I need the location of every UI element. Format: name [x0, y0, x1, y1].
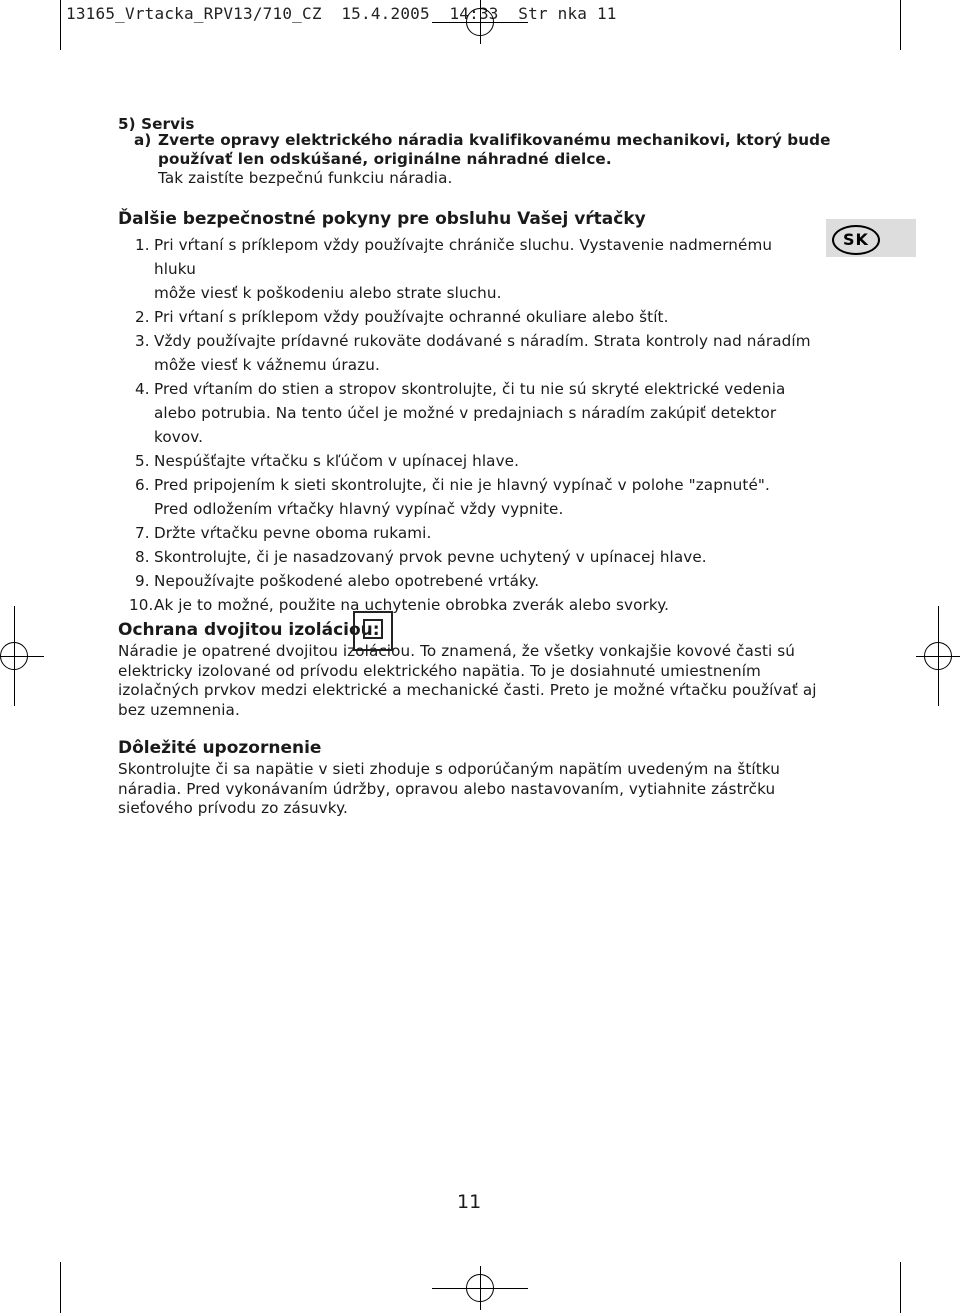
language-tab-label: SK — [832, 225, 880, 255]
list-item — [135, 377, 815, 449]
list-item — [135, 473, 815, 521]
servis-item-a — [158, 131, 831, 188]
list-item — [135, 449, 815, 473]
list-item-line: Pred pripojením k sieti skontrolujte, či nie je hlavný vypínač v polohe "zapnuté". — [154, 476, 770, 494]
list-item — [129, 593, 815, 617]
crop-mark — [60, 0, 61, 50]
important-heading: Dôležité upozornenie — [118, 738, 322, 758]
list-item-number: 7. — [135, 524, 150, 542]
list-item — [135, 545, 815, 569]
list-item — [135, 569, 815, 593]
servis-line: používať len odskúšané, originálne náhradné dielce. — [158, 150, 612, 168]
list-item-number: 5. — [135, 452, 150, 470]
list-item-line: Nespúšťajte vŕtačku s kľúčom v upínacej hlave. — [154, 452, 520, 470]
safety-list — [129, 233, 815, 617]
list-item-number: 4. — [135, 380, 150, 398]
paragraph-line: elektricky izolované od prívodu elektrického napätia. To je dosiahnuté umiestnením — [118, 661, 761, 680]
paragraph-line: izolačných prvkov medzi elektrické a mechanické časti. Preto je možné vŕtačku používať aj — [118, 681, 817, 699]
language-tab — [826, 219, 916, 257]
list-item-number: 8. — [135, 548, 150, 566]
list-item-line: Pri vŕtaní s príklepom vždy používajte ochranné okuliare alebo štít. — [154, 308, 669, 326]
insulation-heading: Ochrana dvojitou izoláciou: — [118, 620, 380, 640]
crop-mark — [900, 1262, 901, 1313]
servis-line: Tak zaistíte bezpečnú funkciu náradia. — [158, 169, 453, 187]
paragraph-line: sieťového prívodu zo zásuvky. — [118, 799, 348, 817]
list-item-number: 9. — [135, 572, 150, 590]
list-item-line: kovov. — [154, 428, 204, 446]
list-item-line: Nepoužívajte poškodené alebo opotrebené vrtáky. — [154, 572, 540, 590]
safety-heading: Ďalšie bezpečnostné pokyny pre obsluhu Vašej vŕtačky — [118, 209, 646, 229]
paragraph-line: Náradie je opatrené dvojitou izoláciou. To znamená, že všetky vonkajšie kovové časti sú — [118, 642, 796, 660]
servis-line: Zverte opravy elektrického náradia kvalifikovanému mechanikovi, ktorý bude — [158, 131, 831, 149]
crop-mark — [900, 0, 901, 50]
paragraph-line: Skontrolujte či sa napätie v sieti zhoduje s odporúčaným napätím uvedeným na štítku — [118, 760, 780, 778]
list-item-number: 1. — [135, 236, 150, 254]
crop-mark — [916, 656, 960, 657]
paragraph-line: bez uzemnenia. — [118, 700, 240, 719]
list-item-line: Pri vŕtaní s príklepom vždy používajte chrániče sluchu. Vystavenie nadmernému hluku — [154, 236, 773, 278]
crop-mark — [60, 1262, 61, 1313]
list-item — [135, 233, 815, 305]
list-item-line: môže viesť k poškodeniu alebo strate sluchu. — [154, 284, 502, 302]
list-item — [135, 329, 815, 377]
print-slug: 13165_Vrtacka_RPV13/710_CZ 15.4.2005 14:33 Str nka 11 — [66, 4, 617, 23]
list-item-number: 3. — [135, 332, 150, 350]
list-item-line: alebo potrubia. Na tento účel je možné v predajniach s náradím zakúpiť detektor — [154, 404, 777, 422]
list-item-line: Skontrolujte, či je nasadzovaný prvok pevne uchytený v upínacej hlave. — [154, 548, 707, 566]
registration-mark-icon — [458, 0, 502, 44]
registration-mark-icon — [458, 1266, 502, 1310]
insulation-text — [118, 642, 817, 720]
list-item — [135, 521, 815, 545]
list-item-number: 6. — [135, 476, 150, 494]
page-number: 11 — [457, 1191, 482, 1213]
list-item-line: Vždy používajte prídavné rukoväte dodávané s náradím. Strata kontroly nad náradím — [154, 332, 811, 350]
list-item-line: Držte vŕtačku pevne oboma rukami. — [154, 524, 432, 542]
important-text — [118, 760, 780, 819]
list-item-line: Pred odložením vŕtačky hlavný vypínač vždy vypnite. — [154, 500, 564, 518]
list-item-number: 2. — [135, 308, 150, 326]
list-item-number: 10. — [129, 596, 154, 614]
crop-mark — [0, 656, 44, 657]
list-item-line: Ak je to možné, použite na uchytenie obrobka zverák alebo svorky. — [154, 596, 670, 614]
servis-item-a-label: a) — [134, 131, 152, 149]
list-item-line: Pred vŕtaním do stien a stropov skontrolujte, či tu nie sú skryté elektrické vedenia — [154, 380, 786, 398]
servis-heading: 5) Servis — [118, 115, 195, 133]
list-item-line: môže viesť k vážnemu úrazu. — [154, 356, 380, 374]
list-item — [135, 305, 815, 329]
paragraph-line: náradia. Pred vykonávaním údržby, opravou alebo nastavovaním, vytiahnite zástrčku — [118, 779, 776, 798]
